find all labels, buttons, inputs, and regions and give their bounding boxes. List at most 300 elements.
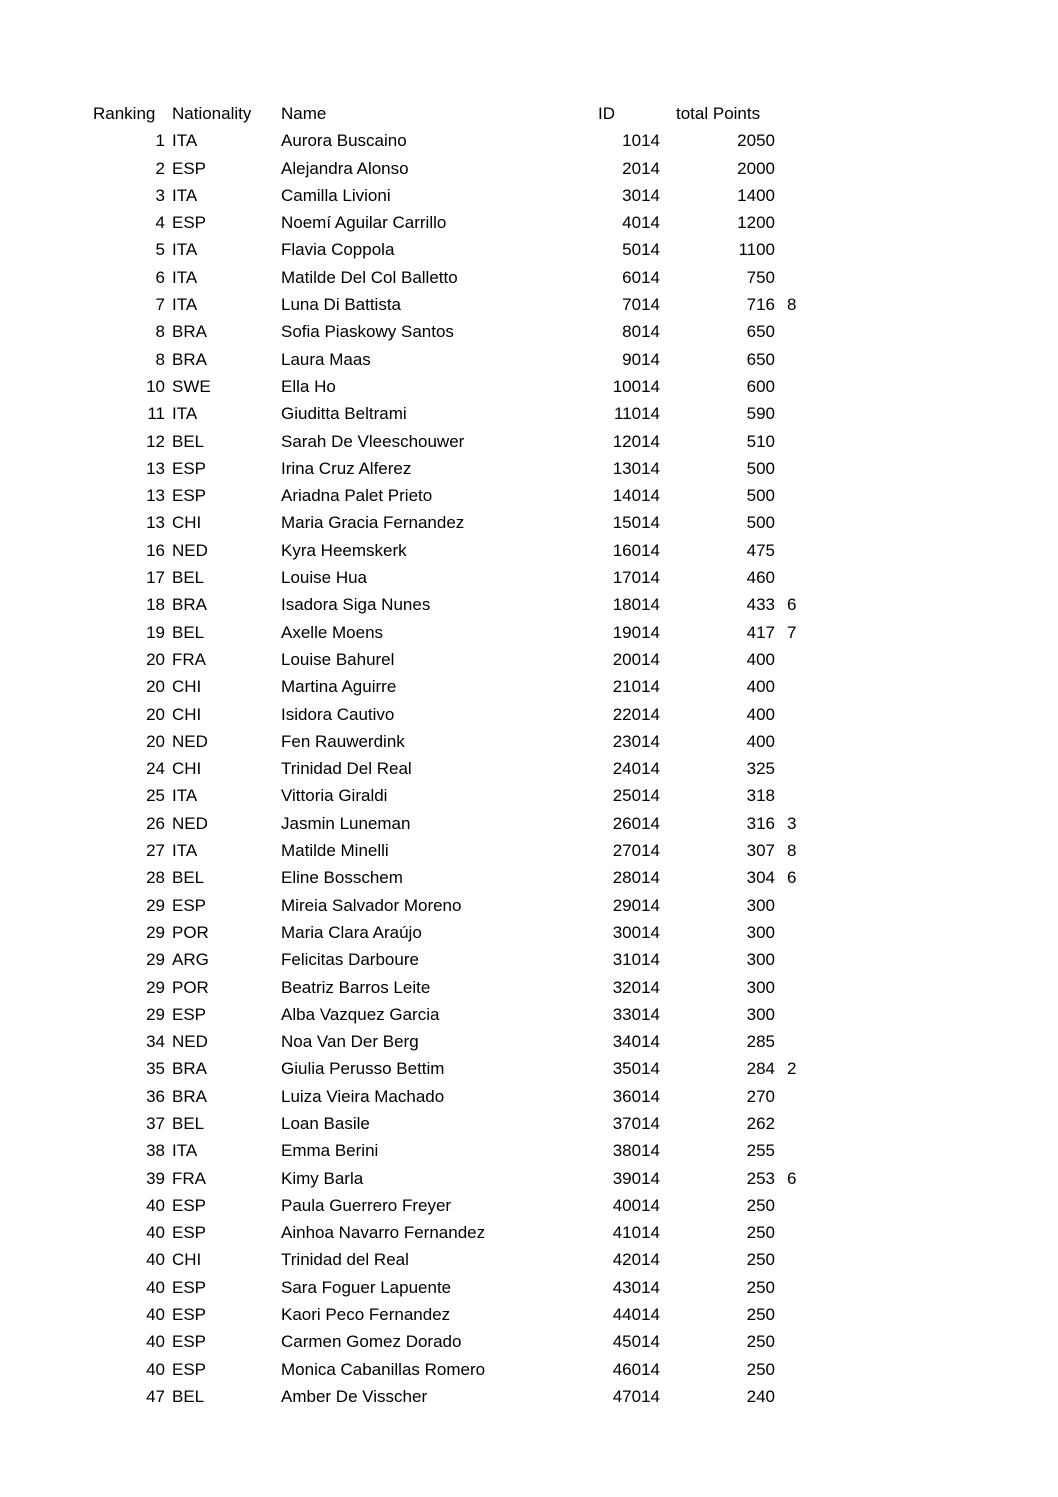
cell-name: Kyra Heemskerk xyxy=(281,540,407,560)
cell-nationality: POR xyxy=(172,922,209,942)
cell-name: Kaori Peco Fernandez xyxy=(281,1305,451,1325)
cell-id: 5014 xyxy=(622,240,660,260)
cell-points: 1100 xyxy=(738,240,775,260)
cell-nationality: CHI xyxy=(172,513,202,533)
cell-nationality: ITA xyxy=(172,131,198,151)
table-row xyxy=(93,264,815,291)
cell-ranking: 17 xyxy=(146,568,165,588)
table-row xyxy=(93,482,815,509)
cell-nationality: ESP xyxy=(172,1004,207,1024)
table-row xyxy=(93,455,815,482)
cell-name: Trinidad del Real xyxy=(281,1250,409,1270)
cell-name: Monica Cabanillas Romero xyxy=(281,1359,486,1379)
cell-points: 500 xyxy=(746,486,775,506)
cell-id: 6014 xyxy=(622,267,660,287)
table-row xyxy=(93,591,815,618)
cell-points: 460 xyxy=(746,568,775,588)
cell-name: Vittoria Giraldi xyxy=(281,786,388,806)
cell-name: Sarah De Vleeschouwer xyxy=(281,431,465,451)
cell-name: Sara Foguer Lapuente xyxy=(281,1277,452,1297)
cell-id: 12014 xyxy=(612,431,660,451)
cell-name: Alba Vazquez Garcia xyxy=(281,1004,440,1024)
table-row xyxy=(93,1383,815,1410)
cell-extra: 3 xyxy=(787,813,797,833)
cell-nationality: BRA xyxy=(172,1059,207,1079)
cell-extra xyxy=(775,318,815,345)
cell-id: 23014 xyxy=(612,731,660,751)
cell-nationality: CHI xyxy=(172,759,202,779)
cell-points: 250 xyxy=(746,1195,775,1215)
cell-points: 300 xyxy=(746,950,775,970)
cell-points: 1400 xyxy=(737,185,775,205)
cell-extra xyxy=(775,892,815,919)
header-points: total Points xyxy=(676,104,761,123)
cell-points: 500 xyxy=(746,513,775,533)
cell-nationality: ESP xyxy=(172,895,207,915)
cell-ranking: 12 xyxy=(146,431,165,451)
cell-name: Loan Basile xyxy=(281,1113,370,1133)
cell-nationality: ESP xyxy=(172,213,207,233)
cell-name: Maria Clara Araújo xyxy=(281,922,422,942)
cell-points: 650 xyxy=(746,349,775,369)
cell-points: 600 xyxy=(746,376,775,396)
cell-name: Noemí Aguilar Carrillo xyxy=(281,213,447,233)
cell-ranking: 29 xyxy=(146,922,165,942)
table-row xyxy=(93,1246,815,1273)
cell-points: 300 xyxy=(746,1004,775,1024)
cell-id: 20014 xyxy=(612,649,660,669)
header-nationality: Nationality xyxy=(172,104,252,123)
cell-points: 250 xyxy=(746,1332,775,1352)
cell-ranking: 11 xyxy=(147,404,165,424)
cell-name: Carmen Gomez Dorado xyxy=(281,1332,462,1352)
cell-ranking: 40 xyxy=(146,1277,165,1297)
cell-ranking: 18 xyxy=(146,595,165,615)
cell-ranking: 19 xyxy=(146,622,165,642)
cell-nationality: NED xyxy=(172,1032,208,1052)
table-body xyxy=(93,127,815,1410)
cell-points: 1200 xyxy=(737,213,775,233)
cell-name: Laura Maas xyxy=(281,349,371,369)
cell-nationality: ESP xyxy=(172,1359,207,1379)
cell-extra xyxy=(775,209,815,236)
cell-id: 40014 xyxy=(612,1195,660,1215)
cell-nationality: BRA xyxy=(172,322,207,342)
cell-name: Trinidad Del Real xyxy=(281,759,412,779)
table-row xyxy=(93,182,815,209)
table-row xyxy=(93,946,815,973)
cell-extra xyxy=(775,1383,815,1410)
cell-name: Isadora Siga Nunes xyxy=(281,595,431,615)
cell-points: 716 xyxy=(746,295,775,315)
cell-points: 284 xyxy=(746,1059,775,1079)
table-row xyxy=(93,428,815,455)
cell-points: 307 xyxy=(746,841,775,861)
cell-points: 400 xyxy=(746,731,775,751)
cell-extra xyxy=(775,482,815,509)
cell-extra xyxy=(775,646,815,673)
cell-ranking: 13 xyxy=(146,458,165,478)
table-row xyxy=(93,673,815,700)
cell-points: 475 xyxy=(746,540,775,560)
cell-points: 250 xyxy=(746,1223,775,1243)
table-row xyxy=(93,619,815,646)
cell-ranking: 38 xyxy=(146,1141,165,1161)
cell-extra xyxy=(775,155,815,182)
cell-ranking: 34 xyxy=(146,1032,165,1052)
cell-ranking: 29 xyxy=(146,977,165,997)
cell-ranking: 35 xyxy=(146,1059,165,1079)
cell-id: 29014 xyxy=(612,895,660,915)
cell-name: Aurora Buscaino xyxy=(281,131,407,151)
cell-nationality: BEL xyxy=(172,431,205,451)
cell-id: 3014 xyxy=(622,185,660,205)
table-row xyxy=(93,127,815,154)
cell-ranking: 25 xyxy=(146,786,165,806)
cell-nationality: BEL xyxy=(172,1386,205,1406)
cell-nationality: FRA xyxy=(172,1168,206,1188)
cell-name: Emma Berini xyxy=(281,1141,379,1161)
cell-points: 400 xyxy=(746,649,775,669)
table-row xyxy=(93,291,815,318)
cell-id: 18014 xyxy=(612,595,660,615)
table-row xyxy=(93,1001,815,1028)
cell-points: 2000 xyxy=(737,158,775,178)
cell-extra xyxy=(775,1301,815,1328)
cell-points: 433 xyxy=(746,595,775,615)
table-header-row xyxy=(93,100,815,127)
cell-extra xyxy=(775,428,815,455)
cell-name: Noa Van Der Berg xyxy=(281,1032,419,1052)
cell-name: Kimy Barla xyxy=(281,1168,364,1188)
cell-ranking: 47 xyxy=(146,1386,165,1406)
cell-ranking: 5 xyxy=(155,240,165,260)
cell-name: Camilla Livioni xyxy=(281,185,391,205)
cell-ranking: 40 xyxy=(146,1359,165,1379)
cell-id: 33014 xyxy=(612,1004,660,1024)
cell-ranking: 29 xyxy=(146,950,165,970)
ranking-table xyxy=(93,100,815,1410)
cell-id: 9014 xyxy=(622,349,660,369)
cell-extra xyxy=(775,537,815,564)
table-row xyxy=(93,1301,815,1328)
cell-nationality: ITA xyxy=(172,267,198,287)
cell-extra xyxy=(775,946,815,973)
cell-id: 2014 xyxy=(622,158,660,178)
cell-extra xyxy=(775,782,815,809)
cell-nationality: ITA xyxy=(172,786,198,806)
cell-ranking: 8 xyxy=(155,349,165,369)
cell-extra xyxy=(775,564,815,591)
cell-ranking: 27 xyxy=(146,841,165,861)
cell-name: Flavia Coppola xyxy=(281,240,395,260)
cell-id: 24014 xyxy=(612,759,660,779)
cell-ranking: 40 xyxy=(146,1223,165,1243)
cell-extra xyxy=(775,1274,815,1301)
cell-points: 650 xyxy=(746,322,775,342)
cell-extra xyxy=(775,1356,815,1383)
cell-extra xyxy=(775,728,815,755)
cell-points: 270 xyxy=(746,1086,775,1106)
cell-nationality: BRA xyxy=(172,595,207,615)
cell-id: 38014 xyxy=(612,1141,660,1161)
table-row xyxy=(93,782,815,809)
table-row xyxy=(93,892,815,919)
cell-points: 400 xyxy=(746,704,775,724)
header-name: Name xyxy=(281,104,327,123)
cell-name: Alejandra Alonso xyxy=(281,158,409,178)
cell-id: 44014 xyxy=(612,1305,660,1325)
cell-id: 27014 xyxy=(612,841,660,861)
cell-name: Maria Gracia Fernandez xyxy=(281,513,465,533)
cell-nationality: BEL xyxy=(172,622,205,642)
cell-nationality: SWE xyxy=(172,376,211,396)
table-row xyxy=(93,318,815,345)
cell-points: 750 xyxy=(746,267,775,287)
cell-id: 11014 xyxy=(613,404,660,424)
cell-name: Martina Aguirre xyxy=(281,677,397,697)
cell-id: 22014 xyxy=(612,704,660,724)
cell-name: Matilde Minelli xyxy=(281,841,389,861)
table-row xyxy=(93,1274,815,1301)
cell-name: Felicitas Darboure xyxy=(281,950,419,970)
cell-name: Mireia Salvador Moreno xyxy=(281,895,462,915)
table-row xyxy=(93,701,815,728)
cell-points: 253 xyxy=(746,1168,775,1188)
cell-nationality: NED xyxy=(172,813,208,833)
table-row xyxy=(93,974,815,1001)
table-row xyxy=(93,209,815,236)
cell-id: 32014 xyxy=(612,977,660,997)
cell-extra xyxy=(775,755,815,782)
table-row xyxy=(93,864,815,891)
cell-nationality: ESP xyxy=(172,1277,207,1297)
table-row xyxy=(93,236,815,263)
cell-id: 21014 xyxy=(612,677,660,697)
cell-name: Isidora Cautivo xyxy=(281,704,395,724)
cell-nationality: ESP xyxy=(172,1305,207,1325)
cell-points: 417 xyxy=(746,622,775,642)
table-row xyxy=(93,1083,815,1110)
cell-ranking: 16 xyxy=(146,540,165,560)
cell-nationality: ESP xyxy=(172,1223,207,1243)
cell-ranking: 24 xyxy=(146,759,165,779)
table-row xyxy=(93,509,815,536)
cell-id: 30014 xyxy=(612,922,660,942)
cell-extra xyxy=(775,673,815,700)
cell-nationality: BRA xyxy=(172,1086,207,1106)
cell-points: 400 xyxy=(746,677,775,697)
table-row xyxy=(93,755,815,782)
cell-ranking: 2 xyxy=(155,158,165,178)
cell-name: Giuditta Beltrami xyxy=(281,404,407,424)
cell-id: 43014 xyxy=(612,1277,660,1297)
cell-extra xyxy=(775,1110,815,1137)
cell-ranking: 20 xyxy=(146,649,165,669)
cell-extra xyxy=(775,264,815,291)
cell-nationality: ESP xyxy=(172,458,207,478)
cell-nationality: BEL xyxy=(172,1113,205,1133)
table-row xyxy=(93,1055,815,1082)
cell-ranking: 6 xyxy=(155,267,165,287)
cell-extra xyxy=(775,182,815,209)
cell-extra: 6 xyxy=(787,595,797,615)
cell-points: 300 xyxy=(746,895,775,915)
cell-ranking: 4 xyxy=(155,213,165,233)
cell-nationality: ARG xyxy=(172,950,209,970)
table-row xyxy=(93,1110,815,1137)
cell-id: 47014 xyxy=(612,1386,660,1406)
cell-id: 36014 xyxy=(612,1086,660,1106)
cell-ranking: 20 xyxy=(146,677,165,697)
cell-points: 2050 xyxy=(737,131,775,151)
cell-id: 35014 xyxy=(612,1059,660,1079)
table-row xyxy=(93,373,815,400)
cell-extra xyxy=(775,1219,815,1246)
cell-id: 46014 xyxy=(612,1359,660,1379)
cell-ranking: 7 xyxy=(155,295,165,315)
cell-id: 14014 xyxy=(612,486,660,506)
cell-extra xyxy=(775,1246,815,1273)
cell-points: 316 xyxy=(746,813,775,833)
cell-ranking: 26 xyxy=(146,813,165,833)
cell-name: Amber De Visscher xyxy=(281,1386,428,1406)
cell-id: 8014 xyxy=(622,322,660,342)
cell-points: 500 xyxy=(746,458,775,478)
cell-name: Beatriz Barros Leite xyxy=(281,977,431,997)
cell-id: 39014 xyxy=(612,1168,660,1188)
cell-extra xyxy=(775,701,815,728)
cell-points: 325 xyxy=(746,759,775,779)
cell-extra xyxy=(775,974,815,1001)
table-row xyxy=(93,346,815,373)
table-row xyxy=(93,728,815,755)
cell-nationality: ESP xyxy=(172,1195,207,1215)
cell-nationality: ESP xyxy=(172,486,207,506)
cell-extra: 6 xyxy=(787,1168,797,1188)
cell-ranking: 8 xyxy=(155,322,165,342)
cell-id: 45014 xyxy=(612,1332,660,1352)
cell-ranking: 3 xyxy=(155,185,165,205)
cell-nationality: ITA xyxy=(172,240,198,260)
cell-id: 28014 xyxy=(612,868,660,888)
cell-nationality: FRA xyxy=(172,649,206,669)
cell-name: Sofia Piaskowy Santos xyxy=(281,322,454,342)
cell-id: 4014 xyxy=(622,213,660,233)
cell-extra: 8 xyxy=(787,841,797,861)
cell-extra xyxy=(775,1001,815,1028)
cell-points: 300 xyxy=(746,922,775,942)
table-row xyxy=(93,537,815,564)
cell-nationality: ITA xyxy=(172,185,198,205)
cell-id: 13014 xyxy=(612,458,660,478)
cell-points: 250 xyxy=(746,1250,775,1270)
cell-id: 41014 xyxy=(612,1223,660,1243)
cell-name: Ella Ho xyxy=(281,376,336,396)
cell-id: 17014 xyxy=(612,568,660,588)
table-row xyxy=(93,564,815,591)
cell-nationality: BEL xyxy=(172,568,205,588)
cell-extra xyxy=(775,1137,815,1164)
cell-id: 16014 xyxy=(612,540,660,560)
cell-id: 1014 xyxy=(622,131,660,151)
cell-name: Ariadna Palet Prieto xyxy=(281,486,433,506)
cell-points: 240 xyxy=(746,1386,775,1406)
cell-id: 7014 xyxy=(622,295,660,315)
cell-id: 10014 xyxy=(612,376,660,396)
cell-ranking: 40 xyxy=(146,1332,165,1352)
cell-ranking: 10 xyxy=(146,376,165,396)
cell-id: 37014 xyxy=(612,1113,660,1133)
cell-extra xyxy=(775,509,815,536)
cell-extra: 7 xyxy=(787,622,797,642)
cell-ranking: 1 xyxy=(155,131,165,151)
cell-name: Matilde Del Col Balletto xyxy=(281,267,458,287)
cell-extra xyxy=(775,236,815,263)
table-row xyxy=(93,1165,815,1192)
cell-nationality: CHI xyxy=(172,704,202,724)
cell-id: 15014 xyxy=(612,513,660,533)
cell-name: Fen Rauwerdink xyxy=(281,731,405,751)
cell-name: Luiza Vieira Machado xyxy=(281,1086,445,1106)
cell-id: 42014 xyxy=(612,1250,660,1270)
cell-name: Irina Cruz Alferez xyxy=(281,458,412,478)
cell-extra xyxy=(775,1328,815,1355)
cell-extra xyxy=(775,400,815,427)
cell-name: Paula Guerrero Freyer xyxy=(281,1195,452,1215)
cell-nationality: ITA xyxy=(172,1141,198,1161)
cell-ranking: 20 xyxy=(146,731,165,751)
cell-nationality: BEL xyxy=(172,868,205,888)
cell-extra xyxy=(775,127,815,154)
cell-points: 250 xyxy=(746,1359,775,1379)
header-ranking: Ranking xyxy=(93,104,156,123)
cell-name: Ainhoa Navarro Fernandez xyxy=(281,1223,486,1243)
table-row xyxy=(93,1192,815,1219)
cell-id: 34014 xyxy=(612,1032,660,1052)
cell-nationality: NED xyxy=(172,731,208,751)
cell-nationality: CHI xyxy=(172,677,202,697)
cell-ranking: 13 xyxy=(146,513,165,533)
cell-id: 26014 xyxy=(612,813,660,833)
cell-extra xyxy=(775,1083,815,1110)
header-extra xyxy=(775,100,815,127)
table-row xyxy=(93,1219,815,1246)
cell-points: 285 xyxy=(746,1032,775,1052)
cell-id: 19014 xyxy=(612,622,660,642)
cell-nationality: ESP xyxy=(172,1332,207,1352)
cell-points: 590 xyxy=(746,404,775,424)
cell-name: Luna Di Battista xyxy=(281,295,402,315)
cell-ranking: 29 xyxy=(146,895,165,915)
cell-points: 318 xyxy=(746,786,775,806)
table-row xyxy=(93,919,815,946)
table-row xyxy=(93,646,815,673)
table-row xyxy=(93,1137,815,1164)
cell-ranking: 29 xyxy=(146,1004,165,1024)
cell-name: Louise Hua xyxy=(281,568,368,588)
cell-extra xyxy=(775,1192,815,1219)
cell-points: 255 xyxy=(746,1141,775,1161)
cell-name: Giulia Perusso Bettim xyxy=(281,1059,445,1079)
cell-extra: 6 xyxy=(787,868,797,888)
header-id: ID xyxy=(598,104,615,123)
table-row xyxy=(93,155,815,182)
cell-ranking: 40 xyxy=(146,1305,165,1325)
cell-extra xyxy=(775,1028,815,1055)
cell-extra xyxy=(775,346,815,373)
cell-name: Axelle Moens xyxy=(281,622,384,642)
